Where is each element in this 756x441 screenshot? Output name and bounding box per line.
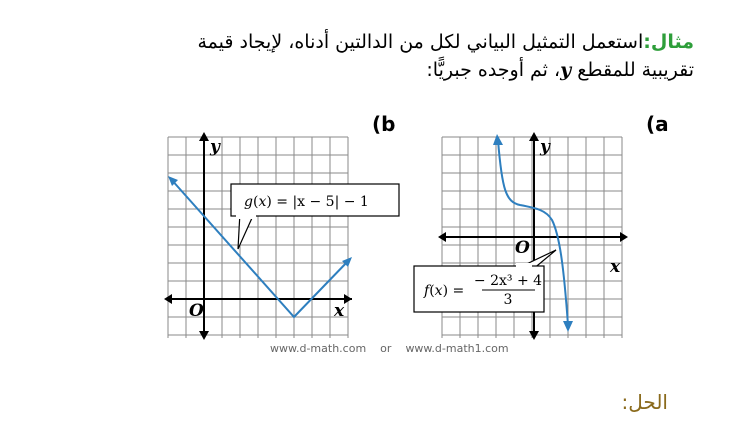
graph-b-origin: O bbox=[189, 301, 204, 321]
intercept-variable: y bbox=[560, 59, 572, 81]
graph-a-numerator: − 2x³ + 4 bbox=[473, 273, 543, 289]
problem-text-2b: ، ثم أوجده جبريًّا: bbox=[426, 59, 561, 81]
solution-label: الحل: bbox=[621, 390, 668, 414]
graph-b-x-label: x bbox=[334, 301, 345, 321]
credit-site-1: www.d-math.com bbox=[270, 342, 367, 355]
part-b-label: (b bbox=[372, 112, 396, 136]
graph-a-function-lhs: f(x) = bbox=[424, 283, 465, 299]
graph-a-origin: O bbox=[515, 238, 530, 258]
problem-text-1: استعمل التمثيل البياني لكل من الدالتين أدناه، لإيجاد قيمة bbox=[197, 31, 644, 53]
graph-a-x-label: x bbox=[610, 257, 621, 277]
graph-a-y-label: y bbox=[540, 137, 550, 157]
graph-b-function: g(x) = |x − 5| − 1 bbox=[244, 194, 369, 210]
example-label: مثال: bbox=[643, 31, 694, 53]
part-a-label: (a bbox=[646, 112, 669, 136]
credit-line bbox=[270, 342, 523, 355]
credit-sep: or bbox=[380, 342, 392, 355]
graph-a-denominator: 3 bbox=[503, 292, 513, 308]
graph-b-y-label: y bbox=[210, 137, 220, 157]
credit-site-2: www.d-math1.com bbox=[405, 342, 509, 355]
problem-text-2a: تقريبية للمقطع bbox=[577, 59, 694, 81]
